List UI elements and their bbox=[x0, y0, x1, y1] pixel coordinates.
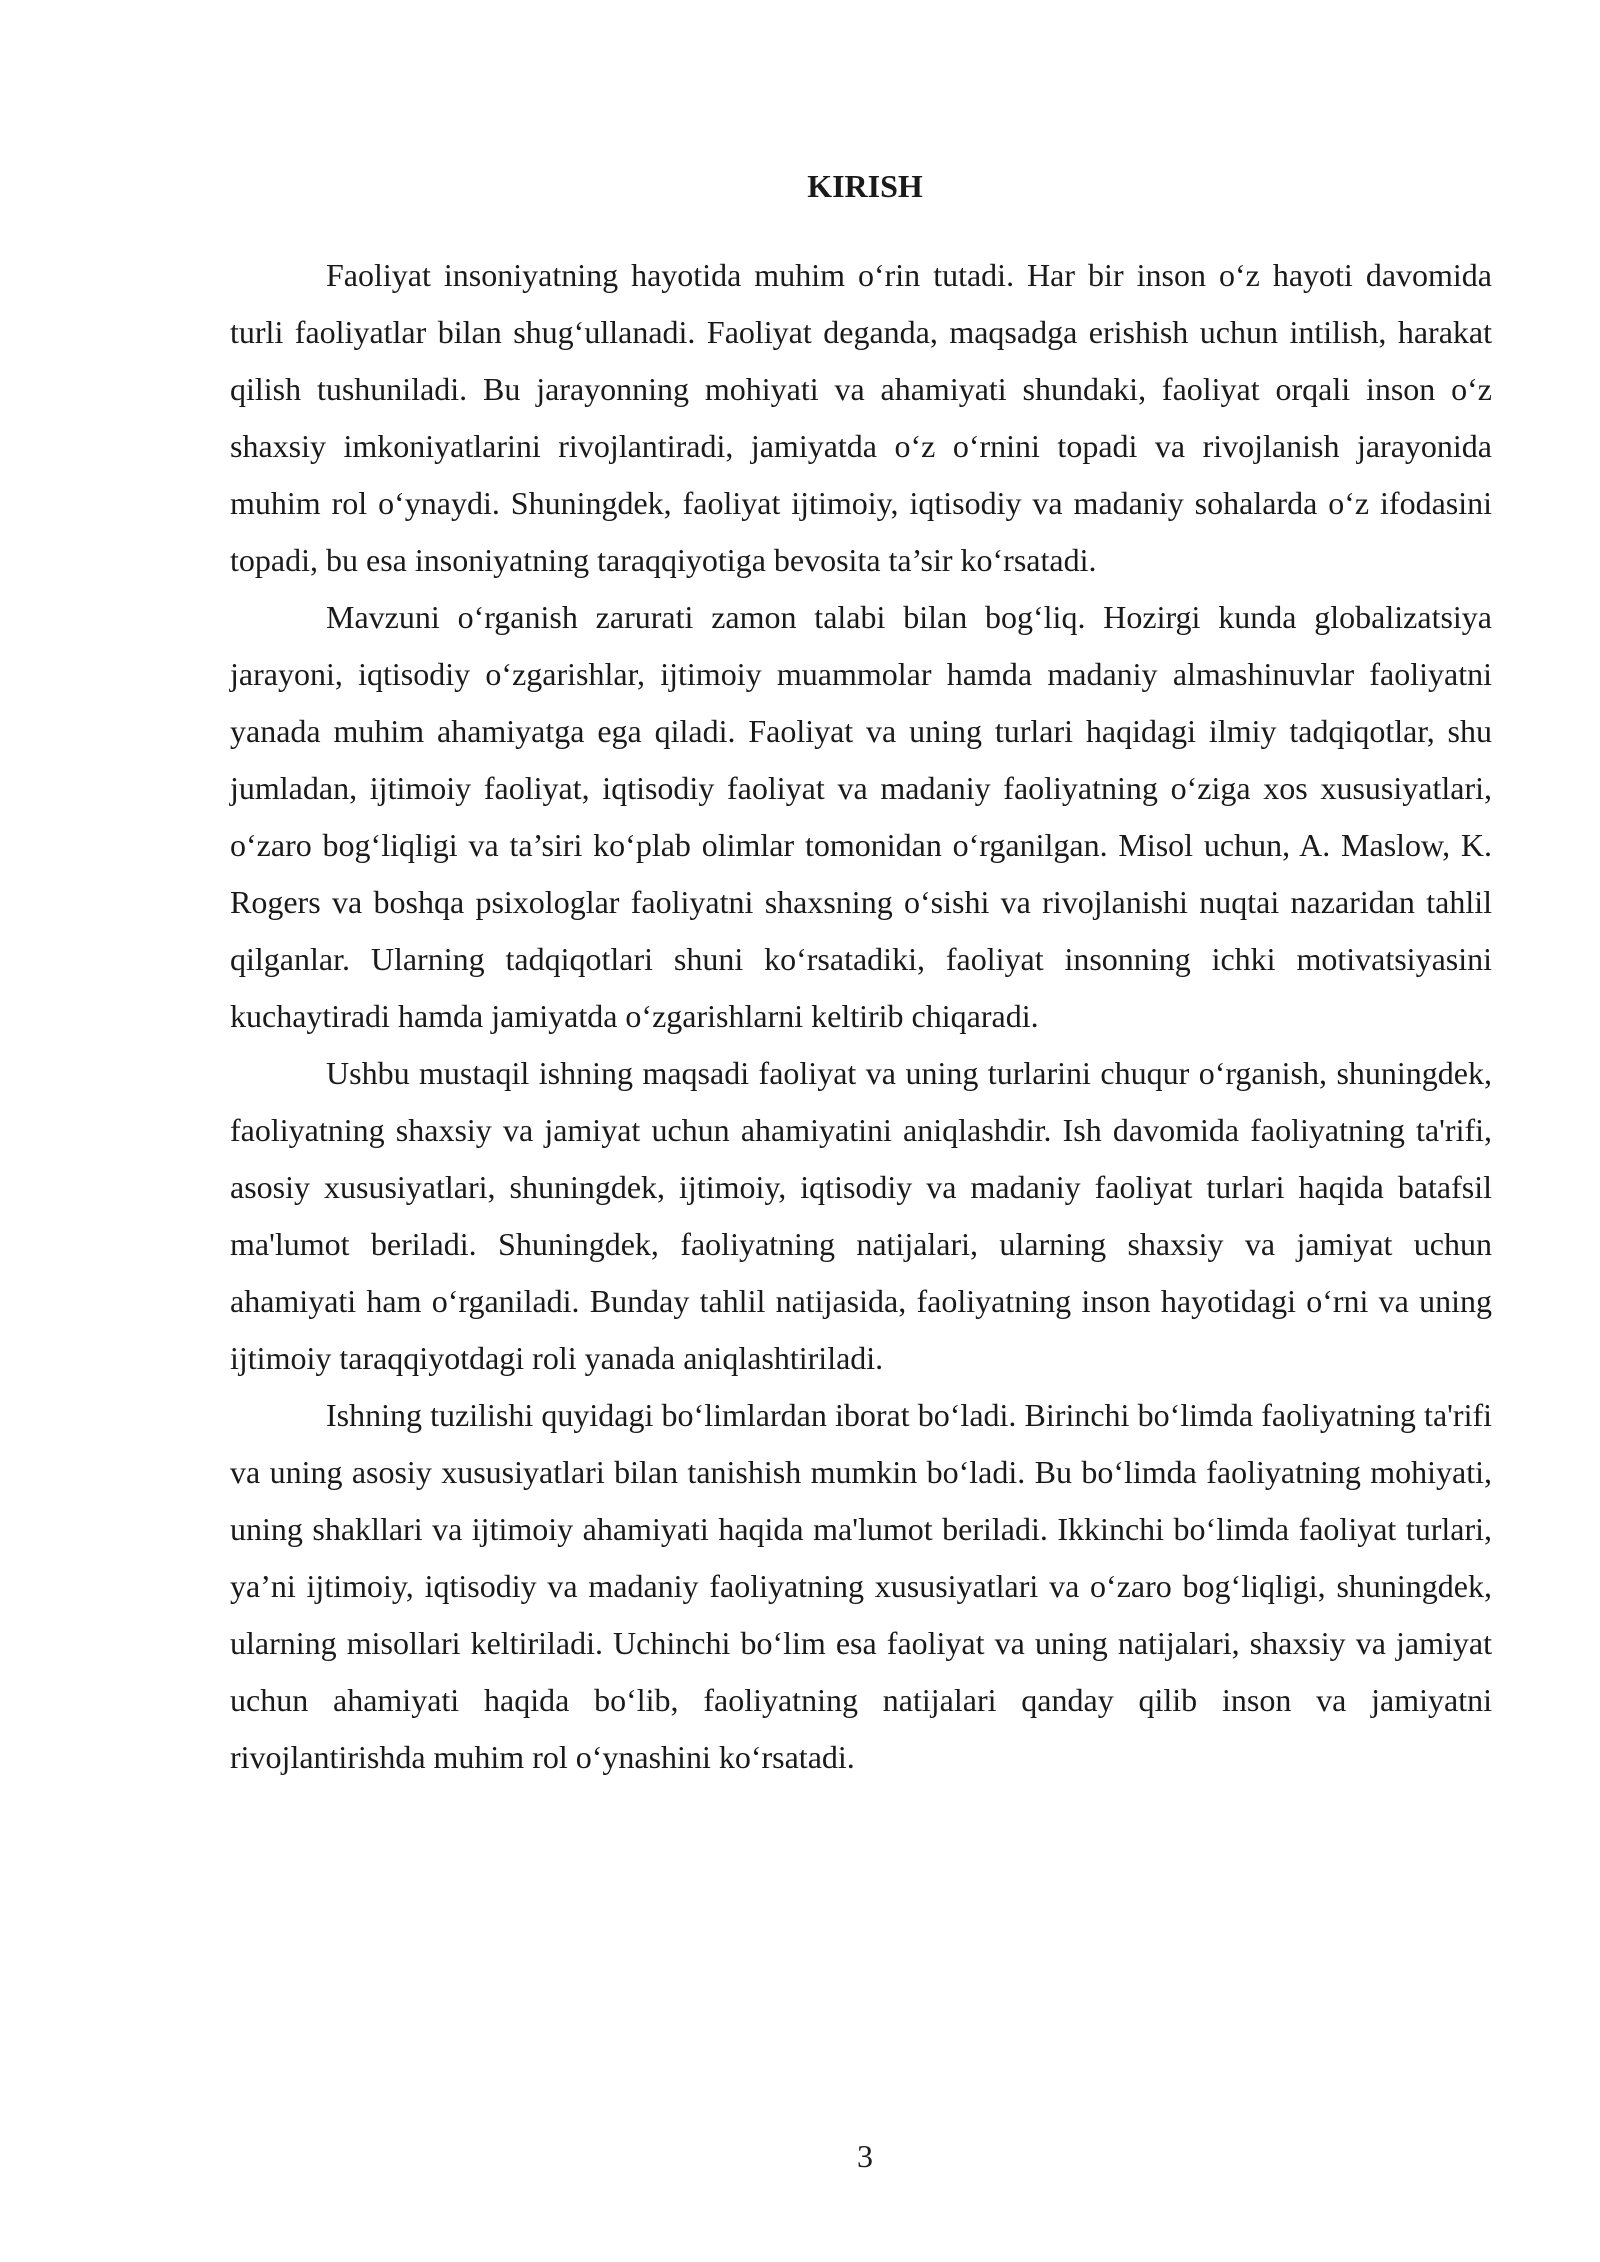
paragraph-3: Ushbu mustaqil ishning maqsadi faoliyat va uning turlarini chuqur o‘rganish, shuningdek, faoliyatning shaxsiy va jamiyat uchun ahamiyatini aniqlashdir. Ish davomida faoliyatning ta'rifi, asosiy xususiyatlari, shuningdek, ijtimoiy, iqtisodiy va madaniy faoliyat turlari haqida batafsil ma'lumot beriladi. Shuningdek, faoliyatning natijalari, ularning shaxsiy va jamiyat uchun ahamiyati ham o‘rganiladi. Bunday tahlil natijasida, faoliyatning inson hayotidagi o‘rni va uning ijtimoiy taraqqiyotdagi roli yanada aniqlashtiriladi. bbox=[230, 1055, 1492, 1376]
paragraph-2: Mavzuni o‘rganish zarurati zamon talabi bilan bog‘liq. Hozirgi kunda globalizatsiya jarayoni, iqtisodiy o‘zgarishlar, ijtimoiy muammolar hamda madaniy almashinuvlar faoliyatni yanada muhim ahamiyatga ega qiladi. Faoliyat va uning turlari haqidagi ilmiy tadqiqotlar, shu jumladan, ijtimoiy faoliyat, iqtisodiy faoliyat va madaniy faoliyatning o‘ziga xos xususiyatlari, o‘zaro bog‘liqligi va ta’siri ko‘plab olimlar tomonidan o‘rganilgan. Misol uchun, A. Maslow, K. Rogers va boshqa psixologlar faoliyatni shaxsning o‘sishi va rivojlanishi nuqtai nazaridan tahlil qilganlar. Ularning tadqiqotlari shuni ko‘rsatadiki, faoliyat insonning ichki motivatsiyasini kuchaytiradi hamda jamiyatda o‘zgarishlarni keltirib chiqaradi. bbox=[230, 599, 1492, 1034]
page-number: 3 bbox=[857, 2138, 873, 2174]
page-title: KIRISH bbox=[807, 168, 923, 204]
paragraph-1: Faoliyat insoniyatning hayotida muhim o‘rin tutadi. Har bir inson o‘z hayoti davomida turli faoliyatlar bilan shug‘ullanadi. Faoliyat deganda, maqsadga erishish uchun intilish, harakat qilish tushuniladi. Bu jarayonning mohiyati va ahamiyati shundaki, faoliyat orqali inson o‘z shaxsiy imkoniyatlarini rivojlantiradi, jamiyatda o‘z o‘rnini topadi va rivojlanish jarayonida muhim rol o‘ynaydi. Shuningdek, faoliyat ijtimoiy, iqtisodiy va madaniy sohalarda o‘z ifodasini topadi, bu esa insoniyatning taraqqiyotiga bevosita ta’sir ko‘rsatadi. bbox=[230, 257, 1492, 578]
document-body bbox=[230, 247, 1492, 1786]
paragraph-4: Ishning tuzilishi quyidagi bo‘limlardan iborat bo‘ladi. Birinchi bo‘limda faoliyatning ta'rifi va uning asosiy xususiyatlari bilan tanishish mumkin bo‘ladi. Bu bo‘limda faoliyatning mohiyati, uning shakllari va ijtimoiy ahamiyati haqida ma'lumot beriladi. Ikkinchi bo‘limda faoliyat turlari, ya’ni ijtimoiy, iqtisodiy va madaniy faoliyatning xususiyatlari va o‘zaro bog‘liqligi, shuningdek, ularning misollari keltiriladi. Uchinchi bo‘lim esa faoliyat va uning natijalari, shaxsiy va jamiyat uchun ahamiyati haqida bo‘lib, faoliyatning natijalari qanday qilib inson va jamiyatni rivojlantirishda muhim rol o‘ynashini ko‘rsatadi. bbox=[230, 1397, 1492, 1775]
